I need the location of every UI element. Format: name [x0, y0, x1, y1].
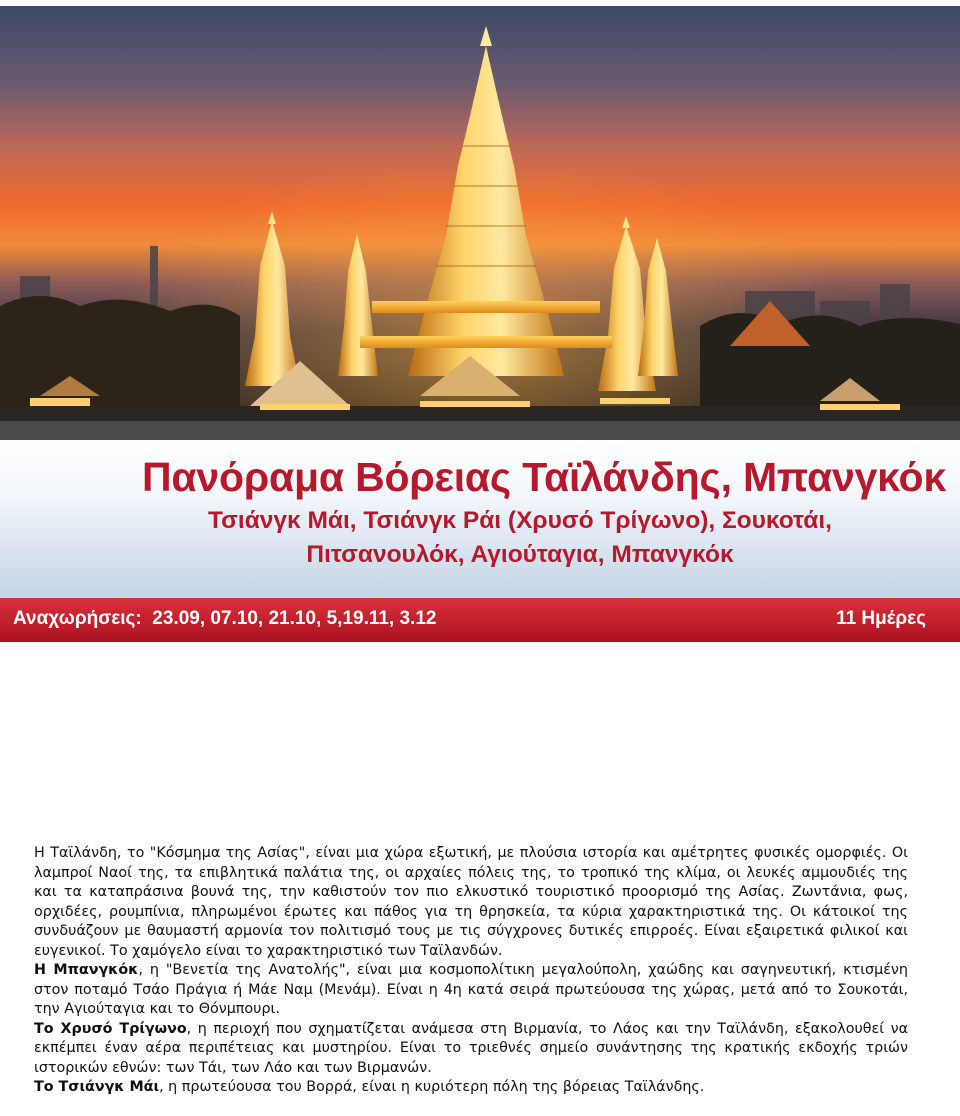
intro-paragraph: Η Ταϊλάνδη, το "Κόσμημα της Ασίας", είναι μια χώρα εξωτική, με πλούσια ιστορία και αμέτρητες φυσικές ομορφιές. Οι λαμπροί Ναοί της, τα επιβλητικά παλάτια της, οι αρχαίες πόλεις της, το τροπικό της κλίμα, οι λευκές αμμουδιές της και τα καταπράσινα βουνά της, την καθιστούν τον πιο ελκυστικό τουριστικό προορισμό της Ασίας. Ζωντάνια, φως, ορχιδέες, ρουμπίνια, πληρωμένοι έρωτες και πάθος για τη θρησκεία, τα κύρια χαρακτηριστικά της. Οι κάτοικοί της συνδυάζουν με θαυμαστή αρμονία τον πολιτισμό τους με τις σύγχρονες δυτικές επιρροές. Είναι εξαιρετικά φιλικοί και ευγενικοί. Το χαμόγελο είναι το χαρακτηριστικό των Ταϊλανδών. — [34, 845, 908, 959]
departures-info — [13, 608, 436, 630]
golden-triangle-paragraph — [34, 1020, 908, 1079]
hero-image — [0, 6, 960, 440]
departures-dates: 23.09, 07.10, 21.10, 5,19.11, 3.12 — [152, 608, 437, 629]
bangkok-heading: Η Μπανγκόκ — [34, 962, 139, 978]
page-title: Πανόραμα Βόρειας Ταϊλάνδης, Μπανγκόκ — [141, 454, 946, 500]
page-subtitle — [80, 504, 960, 572]
chiang-mai-paragraph — [34, 1078, 908, 1098]
subtitle-line-2: Πιτσανουλόκ, Αγιούταγια, Μπανγκόκ — [306, 541, 734, 568]
bangkok-text: , η "Βενετία της Ανατολής", είναι μια κοσμοπολίτικη μεγαλούπολη, χαώδης και σαγηνευτική, κτισμένη στον ποταμό Τσάο Πράγια ή Μάε Ναμ (Μενάμ). Είναι η 4η κατά σειρά πρωτεύουσα της χώρας, μετά από το Σουκοτάι, την Αγιούταγια και το Θόνμπουρι. — [34, 962, 908, 1017]
description — [34, 844, 908, 1098]
departures-label: Αναχωρήσεις: — [13, 608, 142, 629]
bangkok-paragraph — [34, 961, 908, 1020]
chiang-mai-heading: Το Τσιάνγκ Μάι — [34, 1079, 160, 1095]
golden-triangle-heading: Το Χρυσό Τρίγωνο — [34, 1020, 187, 1037]
golden-triangle-text: , η περιοχή που σχηματίζεται ανάμεσα στη Βιρμανία, το Λάος και την Ταϊλάνδη, εξακολουθεί να εκπέμπει έναν αέρα περιπέτειας και μυστηρίου. Είναι το τριεθνές σημείο συνάντησης της κρατικής εκδοχής τριών ιστορικών εθνών: των Τάι, των Λάο και των Βιρμανών. — [34, 1020, 908, 1076]
subtitle-line-1: Τσιάνγκ Μάι, Τσιάνγκ Ράι (Χρυσό Τρίγωνο), Σουκοτάι, — [208, 507, 832, 534]
chiang-mai-text: , η πρωτεύουσα του Βορρά, είναι η κυριότερη πόλη της βόρειας Ταϊλάνδης. — [159, 1079, 705, 1095]
trip-duration: 11 Ημέρες — [836, 608, 926, 629]
